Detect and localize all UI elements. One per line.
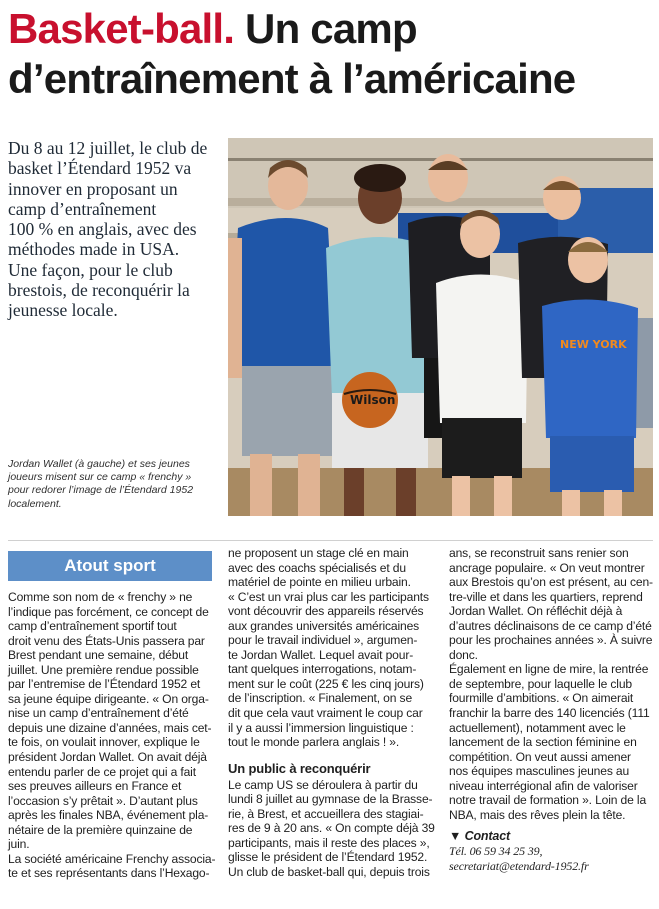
lede-line: Du 8 au 12 juillet, le club de — [8, 138, 208, 158]
body-line: Jordan Wallet. On réfléchit déjà à — [449, 604, 623, 619]
body-line: notre travail de formation ». Loin de la — [449, 793, 647, 808]
body-line: de septembre, pour laquelle le club — [449, 676, 632, 691]
team-photo — [228, 138, 653, 516]
lede-line: brestois, de reconquérir la — [8, 280, 190, 301]
caption-line: joueurs misent sur ce camp « frenchy » — [8, 471, 192, 484]
headline-title-part1: Un camp — [234, 5, 417, 52]
section-divider — [8, 540, 653, 541]
body-line: entendu parler de ce projet qui a fait — [8, 764, 196, 779]
triangle-down-icon: ▼ — [449, 829, 462, 844]
body-line: pour le travail individuel », argumen- — [228, 633, 418, 648]
shirt-label: NEW YORK — [560, 338, 627, 351]
lede-line: méthodes made in USA. — [8, 239, 180, 260]
lede-line: 100 % en anglais, avec des — [8, 219, 197, 240]
lede-line: basket l’Étendard 1952 va — [8, 158, 192, 179]
body-line: ment sur le coût (225 € les cinq jours) — [228, 676, 424, 691]
body-line: Également en ligne de mire, la rentrée — [449, 662, 649, 677]
body-line: camp d’entraînement sportif tout — [8, 619, 177, 634]
body-line: ne proposent un stage clé en main — [228, 546, 409, 560]
photo-caption — [8, 458, 220, 511]
body-line: pour les prochaines années ». À suivre — [449, 633, 653, 648]
body-line: ancrage populaire. « On veut montrer — [449, 560, 645, 575]
body-line: fourmille d’ambitions. « On aimerait — [449, 691, 634, 706]
subheading: Un public à reconquérir — [228, 760, 371, 776]
body-line: l’indique pas forcément, ce concept de — [8, 604, 209, 619]
body-line: nise un camp d’entraînement d’été — [8, 706, 189, 721]
body-line: La société américaine Frenchy associa- — [8, 851, 216, 866]
contact-email[interactable]: secretariat@etendard-1952.fr — [449, 859, 589, 874]
body-line: d’autres déclinaisons de ce camp d’été — [449, 618, 652, 633]
body-line: dit que cela vaut vraiment le coup car — [228, 706, 423, 721]
body-line: tout le monde parlera anglais ! ». — [228, 735, 400, 750]
body-line: président Jordan Wallet. On avait déjà — [8, 750, 207, 765]
body-line: Le camp US se déroulera à partir du — [228, 777, 418, 792]
body-line: de l’inscription. « Finalement, on se — [228, 691, 413, 706]
body-line: tant quelques interrogations, notam- — [228, 662, 417, 677]
article-column-1 — [8, 590, 216, 881]
body-line: l’occasion s’y prêtait ». D’autant plus — [8, 793, 198, 808]
body-line: tre-ville et dans les quartiers, reprend — [449, 589, 643, 604]
body-line: participants, mais il reste des places », — [228, 835, 430, 850]
ball-brand-label: Wilson — [350, 393, 396, 407]
body-line: droit venu des États-Unis passera par — [8, 633, 205, 648]
headline-line-2: d’entraînement à l’américaine — [8, 55, 576, 102]
body-line: sa jeune équipe dirigeante. « On orga- — [8, 691, 209, 706]
lede — [8, 138, 220, 321]
body-line: depuis une dizaine d’années, mais cet- — [8, 720, 212, 735]
article-column-3 — [449, 546, 654, 874]
contact-phone[interactable]: Tél. 06 59 34 25 39, — [449, 844, 543, 859]
headline-kicker: Basket-ball. — [8, 5, 235, 52]
body-line: nétaire de la première quinzaine de — [8, 822, 193, 837]
body-line: par l’entremise de l’Étendard 1952 et — [8, 677, 201, 692]
paragraph-gap — [228, 750, 436, 758]
lede-line: innover en proposant un — [8, 178, 178, 199]
body-line: franchir la barre des 140 licenciés (111 — [449, 706, 650, 721]
contact-heading — [449, 828, 654, 844]
body-line: après les finales NBA, événement pla- — [8, 808, 209, 823]
body-line: donc. — [449, 647, 478, 662]
body-line: niveau interrégional afin de valoriser — [449, 778, 638, 793]
section-box-title: Atout sport — [8, 551, 212, 581]
body-line: lancement de la section féminine en — [449, 735, 637, 750]
body-line: Un club de basket-ball qui, depuis trois — [228, 864, 430, 879]
body-line: rie, à Brest, et accueillera des stagiai- — [228, 806, 424, 821]
body-line: NBA, mais des rêves plein la tête. — [449, 807, 626, 822]
body-line: te et ses représentants dans l’Hexago- — [8, 866, 210, 881]
headline — [8, 4, 656, 104]
body-line: te fois, on voulait innover, explique le — [8, 735, 200, 750]
body-line: res de 9 à 20 ans. « On compte déjà 39 — [228, 821, 435, 836]
body-line: il y a aussi l’immersion linguistique : — [228, 720, 414, 735]
body-line: juillet. Une première rendue possible — [8, 662, 199, 677]
caption-line: localement. — [8, 497, 62, 510]
contact-heading-label: Contact — [464, 829, 511, 844]
body-line: vont découvrir des appareils réservés — [228, 604, 424, 619]
lede-line: camp d’entraînement — [8, 198, 157, 219]
body-line: nos équipes masculines jeunes au — [449, 764, 630, 779]
body-line: matériel de pointe en milieu urbain. — [228, 575, 411, 590]
body-line: actuellement), notamment avec le — [449, 720, 626, 735]
caption-line: Jordan Wallet (à gauche) et ses jeunes — [8, 458, 190, 470]
body-line: glisse le président de l’Étendard 1952. — [228, 850, 428, 865]
team-photo-illustration — [228, 138, 653, 516]
body-line: aux Brestois qu’on est présent, au cen- — [449, 575, 653, 590]
lede-line: jeunesse locale. — [8, 300, 118, 321]
body-line: « C’est un vrai plus car les participants — [228, 589, 429, 604]
headline-line-1 — [8, 4, 656, 54]
body-line: ses preuves ailleurs en France et — [8, 779, 182, 794]
body-line: ans, se reconstruit sans renier son — [449, 546, 629, 560]
body-line: Comme son nom de « frenchy » ne — [8, 590, 193, 604]
body-line: lundi 8 juillet au gymnase de la Brasse- — [228, 792, 433, 807]
body-line: juin. — [8, 837, 30, 852]
caption-line: pour redorer l’image de l’Étendard 1952 — [8, 484, 194, 497]
lede-line: Une façon, pour le club — [8, 259, 173, 280]
body-line: te Jordan Wallet. Lequel avait pour- — [228, 647, 414, 662]
body-line: Brest pendant une semaine, début — [8, 648, 189, 663]
article-column-2 — [228, 546, 436, 879]
body-line: avec des coachs spécialisés et du — [228, 560, 406, 575]
body-line: aux grandes universités américaines — [228, 618, 420, 633]
body-line: compétition. On veut aussi amener — [449, 749, 631, 764]
